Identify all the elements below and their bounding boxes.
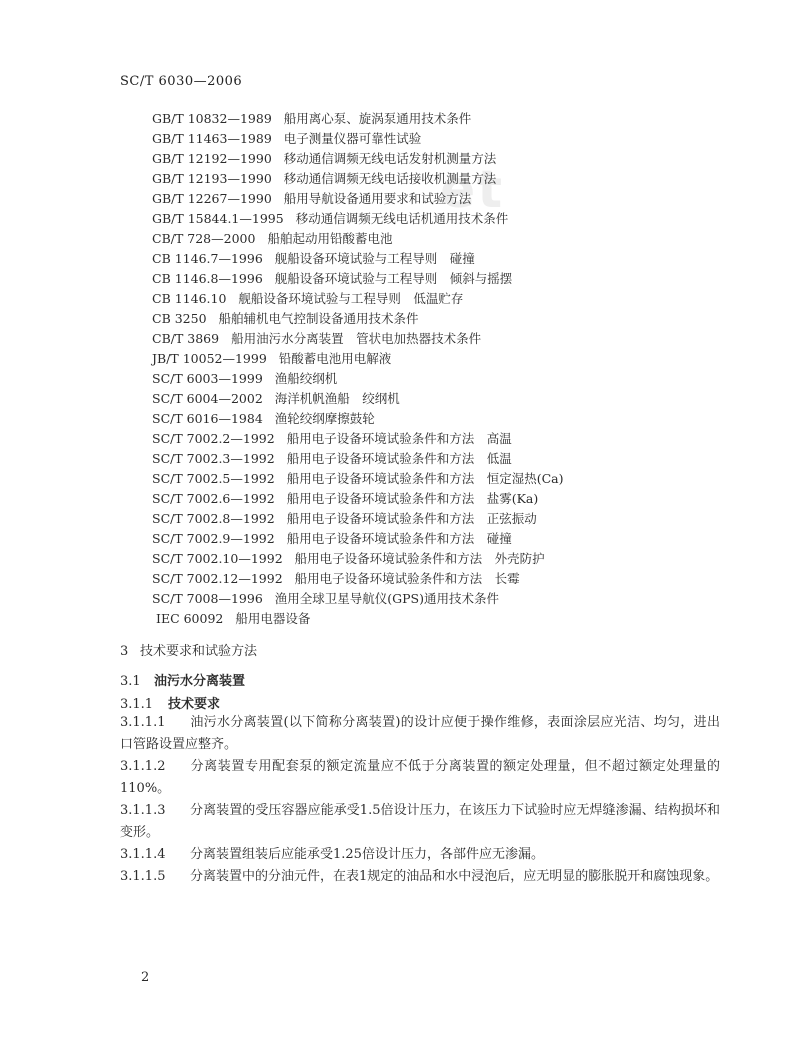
reference-item [152, 489, 563, 509]
reference-title: 船用电器设备 [235, 611, 311, 626]
clause-text: 分离装置组装后应能承受1.25倍设计压力，各部件应无渗漏。 [190, 847, 544, 862]
clause-number: 3.1.1.2 [120, 759, 166, 774]
reference-item [152, 269, 563, 289]
reference-code: GB/T 12193—1990 [152, 171, 272, 186]
reference-title: 船用油污水分离装置 管状电加热器技术条件 [231, 331, 482, 346]
reference-item [152, 289, 563, 309]
reference-title: 移动通信调频无线电话机通用技术条件 [295, 211, 509, 226]
clause-paragraph [120, 800, 720, 844]
reference-title: 铅酸蓄电池用电解液 [278, 351, 392, 366]
reference-title: 船用电子设备环境试验条件和方法 恒定湿热(Ca) [286, 471, 564, 486]
clause-number: 3.1.1.4 [120, 847, 166, 862]
section-heading-3-1-1 [120, 693, 220, 712]
section-heading-3 [120, 640, 257, 659]
reference-code: CB/T 3869 [152, 331, 220, 346]
reference-item [152, 389, 563, 409]
reference-code: GB/T 12267—1990 [152, 191, 272, 206]
reference-item [152, 589, 563, 609]
reference-item [152, 109, 563, 129]
reference-title: 海洋机帆渔船 绞纲机 [274, 391, 400, 406]
reference-item [152, 149, 563, 169]
clause-number: 3.1.1.3 [120, 803, 166, 818]
reference-title: 渔用全球卫星导航仪(GPS)通用技术条件 [274, 591, 499, 606]
reference-code: SC/T 6016—1984 [152, 411, 263, 426]
reference-code: CB 1146.10 [152, 291, 227, 306]
reference-title: 移动通信调频无线电话发射机测量方法 [283, 151, 497, 166]
reference-code: SC/T 7002.12—1992 [152, 571, 283, 586]
reference-title: 船用电子设备环境试验条件和方法 低温 [286, 451, 512, 466]
reference-title: 船用电子设备环境试验条件和方法 外壳防护 [294, 551, 545, 566]
clause-number: 3.1.1.5 [120, 869, 166, 884]
section-title: 油污水分离装置 [154, 674, 246, 689]
reference-item [152, 549, 563, 569]
reference-item [152, 309, 563, 329]
clause-number: 3.1.1.1 [120, 715, 166, 730]
section-title: 技术要求 [168, 697, 221, 712]
reference-title: 船用电子设备环境试验条件和方法 正弦振动 [286, 511, 537, 526]
reference-item [152, 569, 563, 589]
reference-code: SC/T 7002.5—1992 [152, 471, 275, 486]
reference-item [152, 429, 563, 449]
reference-title: 渔船绞纲机 [274, 371, 338, 386]
reference-item [152, 169, 563, 189]
reference-code: GB/T 10832—1989 [152, 111, 272, 126]
reference-code: IEC 60092 [156, 611, 224, 626]
clause-text: 分离装置专用配套泵的额定流量应不低于分离装置的额定处理量，但不超过额定处理量的110%。 [120, 759, 720, 796]
reference-code: SC/T 7002.8—1992 [152, 511, 275, 526]
reference-item [152, 349, 563, 369]
reference-item [152, 529, 563, 549]
reference-item [152, 329, 563, 349]
clause-text: 分离装置的受压容器应能承受1.5倍设计压力，在该压力下试验时应无焊缝渗漏、结构损坏和变形。 [120, 803, 720, 840]
reference-item [152, 189, 563, 209]
reference-title: 舰船设备环境试验与工程导则 碰撞 [274, 251, 475, 266]
reference-item [152, 129, 563, 149]
reference-code: SC/T 7002.3—1992 [152, 451, 275, 466]
reference-item [152, 609, 563, 629]
standard-number-header: SC/T 6030—2006 [120, 74, 243, 89]
reference-item [152, 249, 563, 269]
reference-title: 船舶起动用铅酸蓄电池 [267, 231, 393, 246]
reference-code: SC/T 7002.10—1992 [152, 551, 283, 566]
reference-code: SC/T 7002.6—1992 [152, 491, 275, 506]
section-number: 3 [120, 644, 129, 659]
normative-references-list [152, 109, 563, 629]
clause-paragraph [120, 756, 720, 800]
reference-title: 船用电子设备环境试验条件和方法 高温 [286, 431, 512, 446]
clause-text: 油污水分离装置(以下简称分离装置)的设计应便于操作维修，表面涂层应光洁、均匀，进出口管路设置应整齐。 [120, 715, 720, 752]
section-title: 技术要求和试验方法 [140, 644, 258, 659]
reference-title: 电子测量仪器可靠性试验 [283, 131, 422, 146]
reference-code: CB 1146.8—1996 [152, 271, 263, 286]
reference-title: 船用离心泵、旋涡泵通用技术条件 [283, 111, 472, 126]
reference-title: 渔轮绞纲摩擦鼓轮 [274, 411, 375, 426]
clause-text: 分离装置中的分油元件，在表1规定的油品和水中浸泡后，应无明显的膨胀脱开和腐蚀现象。 [190, 869, 719, 884]
reference-title: 船用电子设备环境试验条件和方法 盐雾(Ka) [286, 491, 539, 506]
reference-code: SC/T 7002.2—1992 [152, 431, 275, 446]
reference-title: 船用电子设备环境试验条件和方法 长霉 [294, 571, 520, 586]
reference-title: 舰船设备环境试验与工程导则 低温贮存 [238, 291, 464, 306]
reference-code: CB 3250 [152, 311, 207, 326]
reference-title: 移动通信调频无线电话接收机测量方法 [283, 171, 497, 186]
section-heading-3-1 [120, 670, 245, 689]
reference-title: 舰船设备环境试验与工程导则 倾斜与摇摆 [274, 271, 513, 286]
reference-item [152, 509, 563, 529]
page-number: 2 [141, 970, 150, 985]
reference-item [152, 369, 563, 389]
reference-title: 船用电子设备环境试验条件和方法 碰撞 [286, 531, 512, 546]
reference-code: GB/T 12192—1990 [152, 151, 272, 166]
reference-item [152, 209, 563, 229]
reference-code: GB/T 15844.1—1995 [152, 211, 284, 226]
reference-code: SC/T 7002.9—1992 [152, 531, 275, 546]
reference-code: SC/T 6003—1999 [152, 371, 263, 386]
clause-paragraph [120, 866, 720, 888]
reference-code: CB/T 728—2000 [152, 231, 256, 246]
reference-code: SC/T 7008—1996 [152, 591, 263, 606]
reference-code: JB/T 10052—1999 [152, 351, 267, 366]
reference-code: CB 1146.7—1996 [152, 251, 263, 266]
section-number: 3.1 [120, 674, 141, 689]
reference-code: SC/T 6004—2002 [152, 391, 263, 406]
reference-code: GB/T 11463—1989 [152, 131, 272, 146]
reference-item [152, 229, 563, 249]
reference-title: 船舶辅机电气控制设备通用技术条件 [218, 311, 419, 326]
section-number: 3.1.1 [120, 697, 154, 712]
clause-paragraph [120, 844, 720, 866]
reference-title: 船用导航设备通用要求和试验方法 [283, 191, 472, 206]
watermark: et [440, 160, 505, 220]
reference-item [152, 449, 563, 469]
reference-item [152, 469, 563, 489]
reference-item [152, 409, 563, 429]
clause-paragraph [120, 712, 720, 756]
